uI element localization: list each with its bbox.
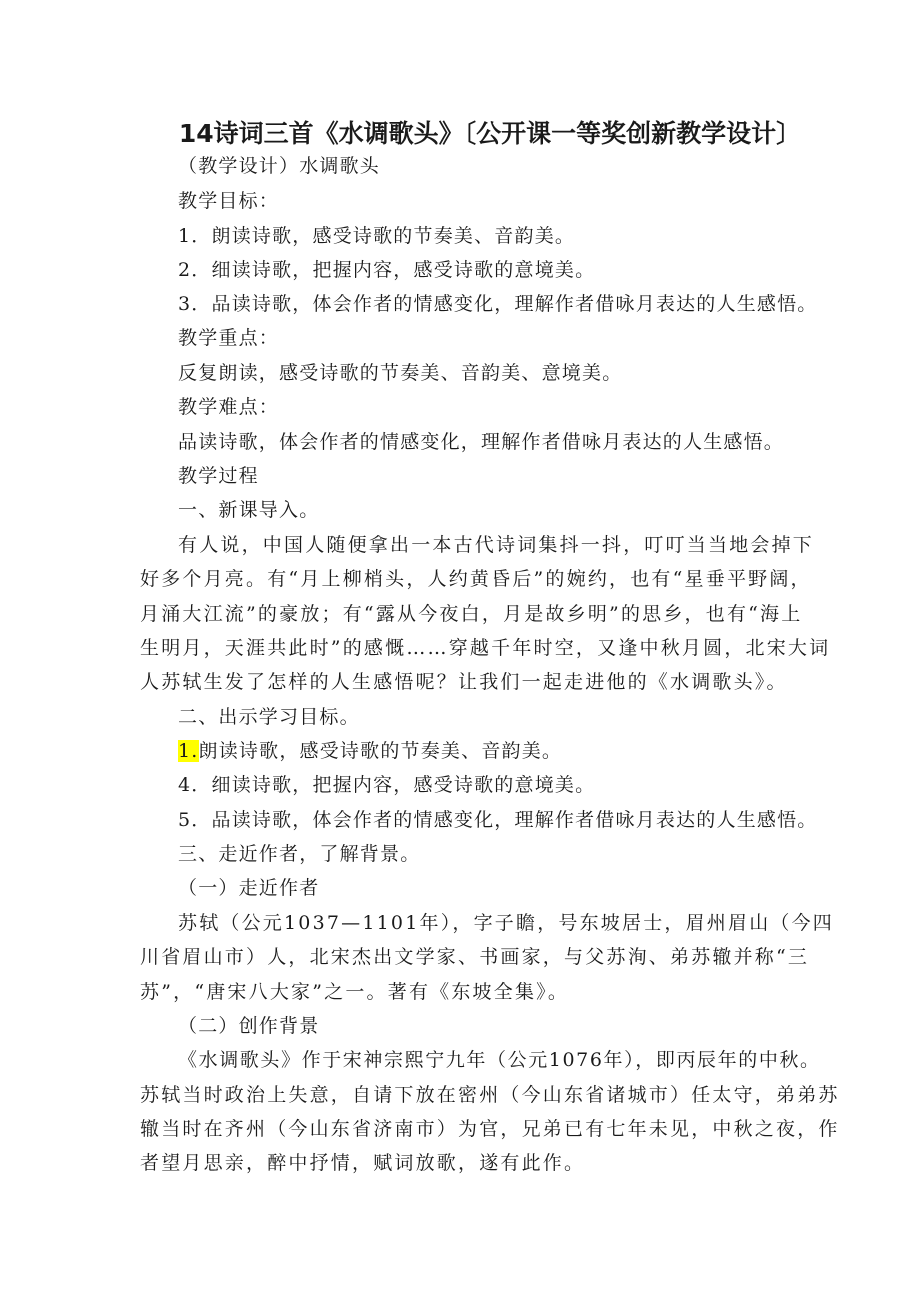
paragraph-line: 苏轼当时政治上失意，自请下放在密州（今山东省诸城市）任太守，弟弟苏 (140, 1084, 840, 1106)
difficulty-text: 品读诗歌，体会作者的情感变化，理解作者借咏月表达的人生感悟。 (178, 431, 785, 453)
objective-item: 4．细读诗歌，把握内容，感受诗歌的意境美。 (178, 774, 596, 796)
section-heading: 一、新课导入。 (178, 499, 320, 521)
objective-text: 朗读诗歌，感受诗歌的节奏美、音韵美。 (198, 740, 563, 762)
goal-item: 2．细读诗歌，把握内容，感受诗歌的意境美。 (178, 259, 596, 281)
paragraph-line: 苏轼（公元1037—1101年），字子瞻，号东坡居士，眉州眉山（今四 (178, 912, 835, 934)
key-heading: 教学重点： (178, 327, 280, 349)
difficulty-heading: 教学难点： (178, 396, 280, 418)
subtitle: （教学设计）水调歌头 (178, 155, 381, 177)
objective-item: 5．品读诗歌，体会作者的情感变化，理解作者借咏月表达的人生感悟。 (178, 809, 818, 831)
paragraph-line: 月涌大江流”的豪放；有“露从今夜白，月是故乡明”的思乡，也有“海上 (140, 603, 803, 625)
goals-heading: 教学目标： (178, 190, 280, 212)
process-heading: 教学过程 (178, 465, 259, 487)
paragraph-line: 川省眉山市）人，北宋杰出文学家、书画家，与父苏洵、弟苏辙并称“三 (140, 946, 810, 968)
section-heading: 三、走近作者，了解背景。 (178, 843, 421, 865)
paragraph-line: 者望月思亲，醉中抒情，赋词放歌，遂有此作。 (140, 1152, 586, 1174)
paragraph-line: 辙当时在齐州（今山东省济南市）为官，兄弟已有七年未见，中秋之夜，作 (140, 1118, 840, 1140)
key-text: 反复朗读，感受诗歌的节奏美、音韵美、意境美。 (178, 362, 623, 384)
goal-item: 1．朗读诗歌，感受诗歌的节奏美、音韵美。 (178, 225, 576, 247)
paragraph-line: 人苏轼生发了怎样的人生感悟呢？让我们一起走进他的《水调歌头》。 (140, 671, 788, 693)
goal-item: 3．品读诗歌，体会作者的情感变化，理解作者借咏月表达的人生感悟。 (178, 293, 818, 315)
paragraph-line: 有人说，中国人随便拿出一本古代诗词集抖一抖，叮叮当当地会掉下 (178, 534, 815, 556)
document-title: 14诗词三首《水调歌头》〔公开课一等奖创新教学设计〕 (178, 119, 802, 148)
paragraph-line: 生明月，天涯共此时”的感慨……穿越千年时空，又逢中秋月圆，北宋大词 (140, 637, 831, 659)
section-heading: 二、出示学习目标。 (178, 706, 360, 728)
objective-item (178, 739, 562, 763)
sub-heading: （二）创作背景 (178, 1015, 320, 1037)
sub-heading: （一）走近作者 (178, 877, 320, 899)
highlighted-number: 1. (178, 740, 199, 762)
paragraph-line: 好多个月亮。有“月上柳梢头，人约黄昏后”的婉约，也有“星垂平野阔， (140, 568, 812, 590)
paragraph-line: 苏”，“唐宋八大家”之一。著有《东坡全集》。 (140, 981, 570, 1003)
paragraph-line: 《水调歌头》作于宋神宗熙宁九年（公元1076年），即丙辰年的中秋。 (178, 1049, 821, 1071)
